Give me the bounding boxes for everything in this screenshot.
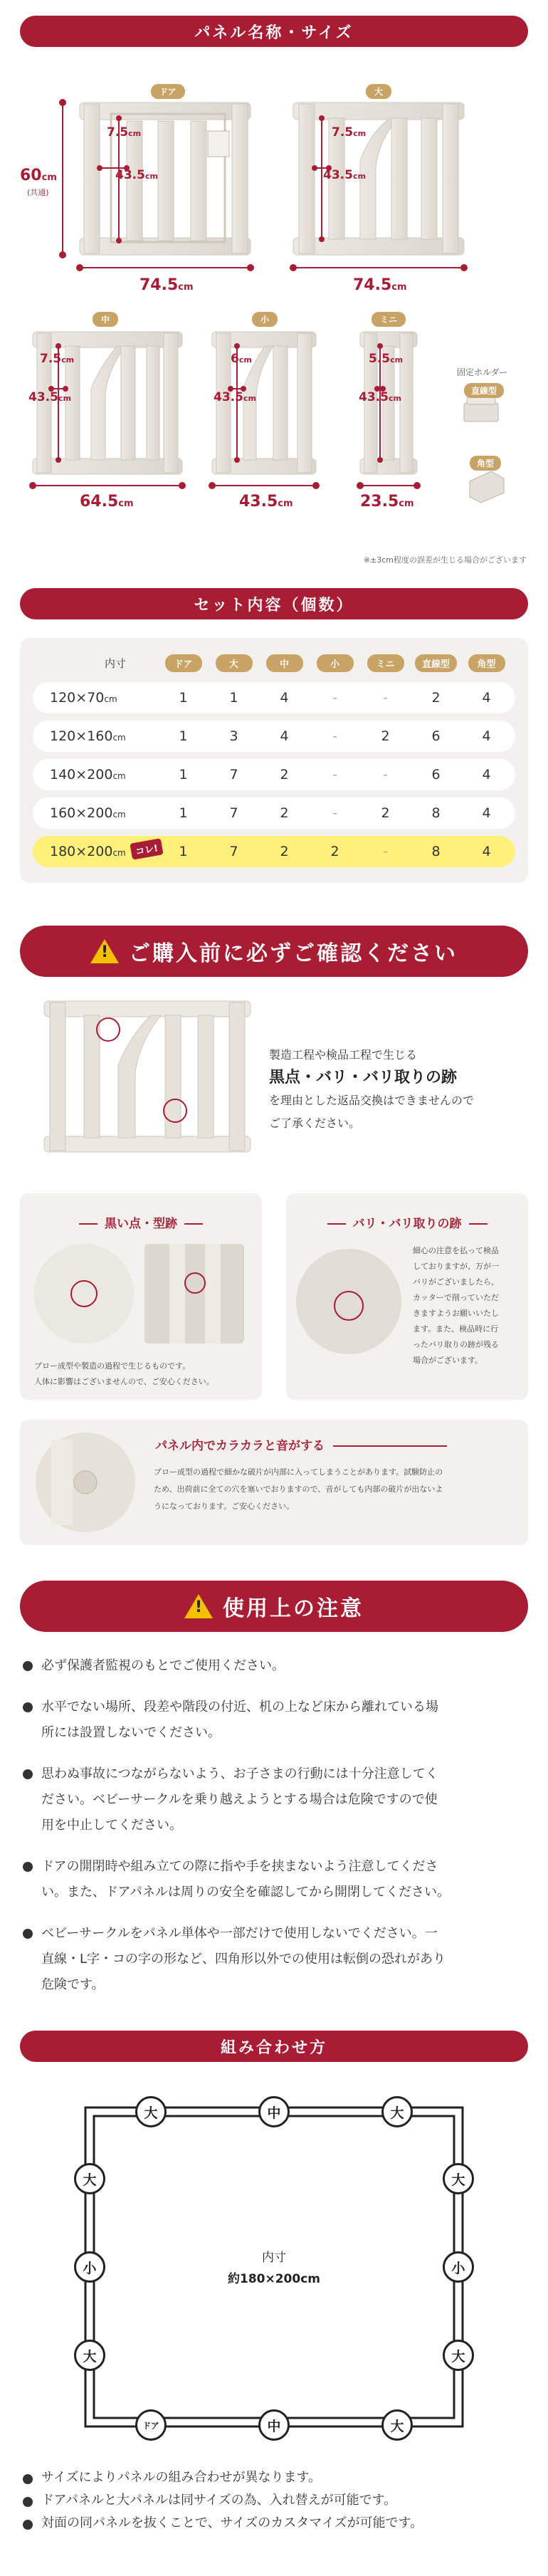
door-height-note: (共通) [27,188,49,197]
large-width-dim: 74.5cm [353,276,407,294]
list-item: 水平でない場所、段差や階段の付近、机の上など床から離れている場 所には設置しないでください。 [20,1695,528,1746]
bullet-icon [23,1929,33,1939]
node-medium: 中 [258,2409,290,2441]
cell: 4 [482,728,491,744]
table-header-row [33,651,515,675]
list-item: 思わぬ事故につながらないよう、お子さまの行動には十分注意してく ださい。ベビーサークルを乗り越えようとする場合は危険ですので使 用を中止してください。 [20,1761,528,1838]
holder-drawings [464,397,504,503]
set-contents-table [20,638,528,883]
large-inner-dim: 43.5cm [323,168,366,182]
node-large: 大 [381,2409,413,2441]
combination-tips [20,2466,528,2535]
card-text: 細心の注意を払って検品 しておりますが、万が一 バリがございましたら、 カッターで削っていただ きますようお願いいたし ます。また、検品時に行 ったバリ取りの跡が残る 場合がございます。 [413,1246,499,1365]
highlight-badge: コレ! [130,838,163,859]
list-item: サイズによりパネルの組み合わせが異なります。 [20,2466,528,2489]
row-size: 180×200cm コレ! [33,844,158,859]
section-title: パネル名称・サイズ [194,23,354,42]
combination-diagram [0,2083,548,2454]
cell: 8 [431,805,441,821]
section-title: 使用上の注意 [223,1596,364,1621]
table-row [33,682,515,713]
header-small: 小 [317,654,354,672]
header-corner: 角型 [468,654,505,672]
holder-corner-tag: 角型 [470,456,501,471]
tag-large: 大 [366,84,391,99]
node-large: 大 [135,2096,167,2127]
node-medium: 中 [258,2096,290,2127]
card-text: ブロー成型の過程で細かな破片が内部に入ってしまうことがあります。試験防止の ため、出荷前に全ての穴を塞いでおりますので、音がしても内部の破片が出ないよ うになっております。ご安心ください。 [154,1467,443,1511]
panel-size-diagram [0,47,548,574]
card-black-spots [20,1193,262,1400]
header-mini: ミニ [367,654,404,672]
cell: 6 [431,767,441,782]
bullet-icon [23,1769,33,1779]
mini-gap-dim: 5.5cm [369,352,404,366]
cell: - [332,805,337,821]
header-door: ドア [165,654,202,672]
cell: 6 [431,728,441,744]
node-small: 小 [443,2251,474,2283]
door-inner-dim: 43.5cm [115,168,158,182]
cell: 1 [179,767,188,782]
cell: 3 [229,728,238,744]
cell: 4 [482,690,491,706]
panel-photo [30,994,272,1172]
cell: - [332,690,337,706]
list-item: 必ず保護者監視のもとでご使用ください。 [20,1653,528,1679]
header-medium: 中 [266,654,303,672]
row-size: 120×160cm [50,728,126,744]
tag-mini: ミニ [372,312,406,327]
door-gap-dim: 7.5cm [107,125,142,140]
cell: - [332,767,337,782]
bullet-icon [23,1862,33,1872]
burr-photo [292,1245,413,1366]
section-banner-confirm [20,926,528,977]
table-row [33,797,515,829]
cell: 1 [179,690,188,706]
warning-icon [90,939,119,963]
cell: 1 [179,728,188,744]
bullet-icon [23,2520,33,2530]
cell: - [383,767,388,782]
node-large: 大 [74,2340,105,2371]
black-spots-photos [27,1240,255,1347]
mini-width-dim: 23.5cm [360,493,414,511]
cell: - [332,728,337,744]
card-title: パネル内でカラカラと音がする [155,1435,447,1453]
list-item: 対面の同パネルを抜くことで、サイズのカスタマイズが可能です。 [20,2512,528,2535]
large-panel-drawing [293,103,464,255]
inner-size-value: 約180×200cm [227,2272,320,2286]
section-title: 組み合わせ方 [220,2038,327,2057]
table-row [33,759,515,790]
cell: 1 [179,844,188,859]
confirm-intro [0,994,548,1172]
node-door: ドア [135,2409,167,2441]
cell: 7 [229,844,238,859]
mini-inner-dim: 43.5cm [359,390,401,404]
table-row [33,721,515,752]
card-title: バリ・バリ取りの跡 [286,1213,528,1231]
row-size: 120×70cm [50,690,117,706]
section-title: ご購入前に必ずご確認ください [129,941,458,966]
cell: 4 [280,690,289,706]
tag-medium: 中 [93,312,118,327]
holder-title: 固定ホルダー [457,367,508,377]
warning-icon [184,1594,213,1618]
row-size: 160×200cm [50,805,126,821]
card-text: ブロー成型や製造の過程で生じるものです。 人体に影響はございませんので、ご安心ください。 [34,1361,214,1386]
node-large: 大 [443,2163,474,2194]
cell: - [383,844,388,859]
cell: 2 [431,690,441,706]
section-banner-combination [20,2031,528,2062]
door-height-dim: 60cm [20,167,57,184]
section-banner-caution [20,1581,528,1632]
header-straight: 直線型 [415,654,457,672]
node-small: 小 [74,2251,105,2283]
section-banner-panel-names [20,16,528,47]
cell: - [383,690,388,706]
confirm-cards [20,1193,528,1400]
cell: 1 [229,690,238,706]
card-burrs [286,1193,528,1400]
medium-gap-dim: 7.5cm [40,352,75,366]
header-large: 大 [216,654,253,672]
card-rattle [20,1420,528,1545]
large-gap-dim: 7.5cm [332,125,367,140]
bullet-icon [23,2497,33,2507]
cell: 4 [482,805,491,821]
bullet-icon [23,1702,33,1712]
cell: 2 [280,844,289,859]
door-panel-drawing [80,103,251,255]
holder-straight-tag: 直線型 [464,383,504,398]
node-large: 大 [74,2163,105,2194]
cell: 2 [381,805,390,821]
cell: 4 [482,844,491,859]
bullet-icon [23,2474,33,2484]
cell: 4 [280,728,289,744]
cell: 1 [179,805,188,821]
tag-door: ドア [151,84,185,99]
section-banner-set-contents [20,588,528,619]
cell: 4 [482,767,491,782]
medium-inner-dim: 43.5cm [28,390,71,404]
row-size: 140×200cm [50,767,126,782]
list-item: ドアパネルと大パネルは同サイズの為、入れ替えが可能です。 [20,2489,528,2512]
list-item: ドアの開閉時や組み立ての際に指や手を挟まないよう注意してくださ い。また、ドアパネルは周りの安全を確認してから開閉してください。 [20,1854,528,1905]
door-width-dim: 74.5cm [139,276,194,294]
cell: 2 [330,844,339,859]
header-size: 内寸 [104,656,126,670]
cell: 8 [431,844,441,859]
cell: 2 [280,767,289,782]
list-item: ベビーサークルをパネル単体や一部だけで使用しないでください。一 直線・L字・コの字の形など、四角形以外での使用は転倒の恐れがあり 危険です。 [20,1921,528,1998]
tag-small: 小 [252,312,278,327]
node-large: 大 [381,2096,413,2127]
rattle-photo [30,1425,144,1539]
caution-list [20,1653,528,1998]
confirm-message: 製造工程や検品工程で生じる 黒点・バリ・バリ取りの跡 を理由とした返品交換はできませんので ご了承ください。 [269,1048,475,1130]
small-gap-dim: 6cm [231,352,252,366]
cell: 2 [280,805,289,821]
medium-width-dim: 64.5cm [80,493,134,511]
cell: 7 [229,767,238,782]
small-width-dim: 43.5cm [239,493,293,511]
table-row-highlighted [33,836,515,867]
section-title: セット内容（個数） [194,596,354,614]
card-title: 黒い点・型跡 [20,1213,262,1231]
cell: 7 [229,805,238,821]
node-large: 大 [443,2340,474,2371]
inner-size-label: 内寸 [262,2251,286,2265]
bullet-icon [23,1661,33,1671]
small-inner-dim: 43.5cm [214,390,256,404]
tolerance-note: ※±3cm程度の誤差が生じる場合がございます [363,555,527,565]
cell: 2 [381,728,390,744]
